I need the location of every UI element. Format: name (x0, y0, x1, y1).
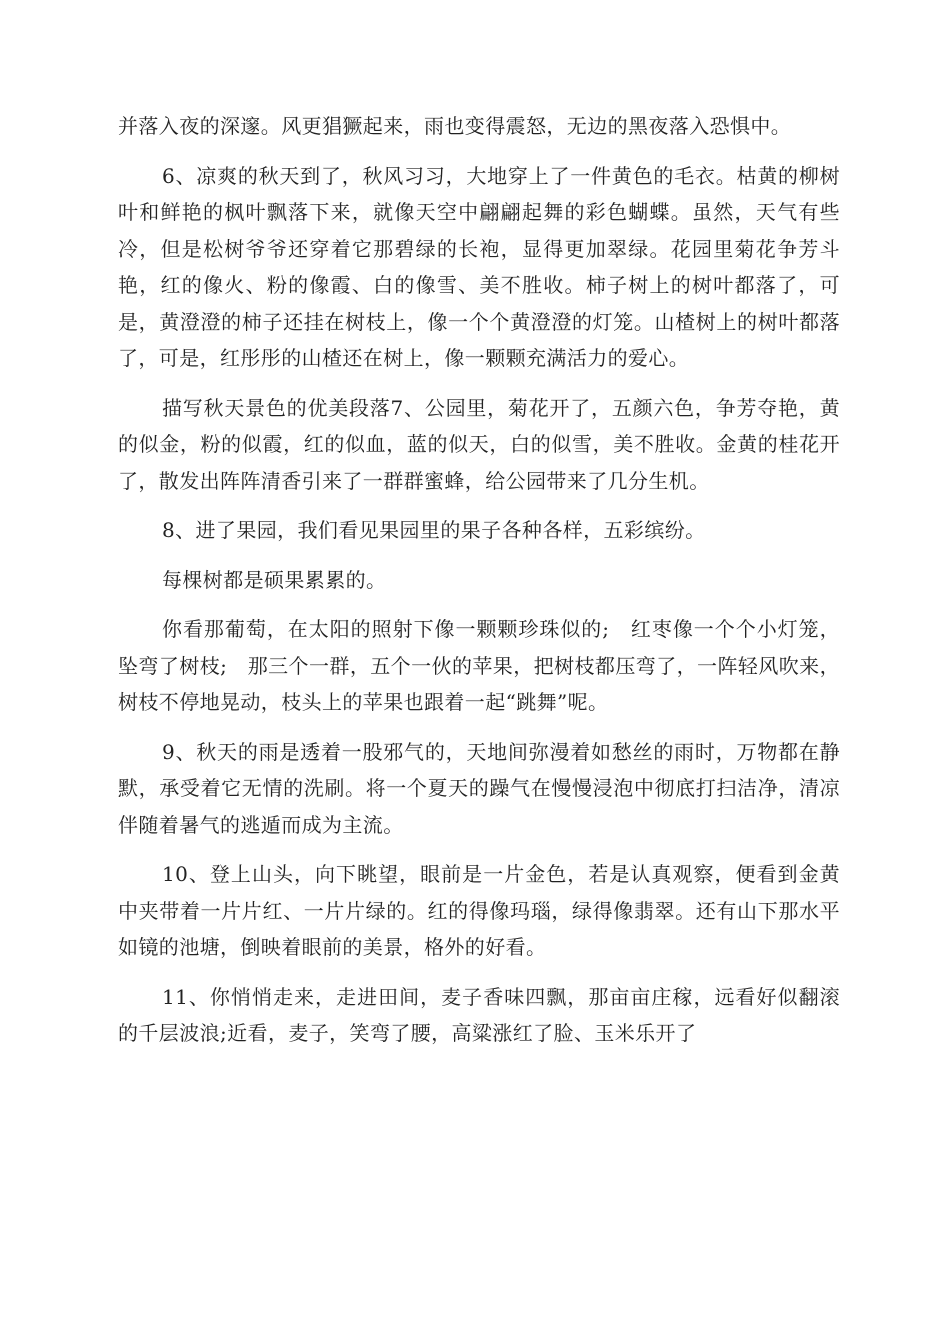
paragraph-2: 6、凉爽的秋天到了，秋风习习，大地穿上了一件黄色的毛衣。枯黄的柳树叶和鲜艳的枫叶飘落下来，就像天空中翩翩起舞的彩色蝴蝶。虽然，天气有些冷，但是松树爷爷还穿着它那碧绿的长袍，显得更加翠绿。花园里菊花争芳斗艳，红的像火、粉的像霞、白的像雪、美不胜收。柿子树上的树叶都落了，可是，黄澄澄的柿子还挂在树枝上，像一个个黄澄澄的灯笼。山楂树上的树叶都落了，可是，红彤彤的山楂还在树上，像一颗颗充满活力的爱心。 (118, 163, 840, 370)
paragraph-3: 描写秋天景色的优美段落7、公园里，菊花开了，五颜六色，争芳夺艳，黄的似金，粉的似霞，红的似血，蓝的似天，白的似雪，美不胜收。金黄的桂花开了，散发出阵阵清香引来了一群群蜜蜂，给公园带来了几分生机。 (118, 395, 840, 493)
paragraph-6: 你看那葡萄，在太阳的照射下像一颗颗珍珠似的; 红枣像一个个小灯笼，坠弯了树枝; 那三个一群，五个一伙的苹果，把树枝都压弯了，一阵轻风吹来，树枝不停地晃动，枝头上的苹果也跟着一起“跳舞”呢。 (118, 617, 840, 714)
document-page (118, 108, 840, 1065)
paragraph-4: 8、进了果园，我们看见果园里的果子各种各样，五彩缤纷。 (162, 518, 706, 542)
paragraph-5: 每棵树都是硕果累累的。 (162, 567, 387, 592)
paragraph-9: 11、你悄悄走来，走进田间，麦子香味四飘，那亩亩庄稼，远看好似翻滚的千层波浪;近看，麦子，笑弯了腰，高粱涨红了脸、玉米乐开了 (118, 984, 840, 1045)
paragraph-1: 并落入夜的深邃。风更猖獗起来，雨也变得震怒，无边的黑夜落入恐惧中。 (118, 114, 792, 138)
paragraph-7: 9、秋天的雨是透着一股邪气的，天地间弥漫着如愁丝的雨时，万物都在静默，承受着它无情的洗刷。将一个夏天的躁气在慢慢浸泡中彻底打扫洁净，清凉伴随着暑气的逃遁而成为主流。 (118, 739, 840, 837)
paragraph-8: 10、登上山头，向下眺望，眼前是一片金色，若是认真观察，便看到金黄中夹带着一片片红、一片片绿的。红的得像玛瑙，绿得像翡翠。还有山下那水平如镜的池塘，倒映着眼前的美景，格外的好看。 (118, 862, 840, 959)
